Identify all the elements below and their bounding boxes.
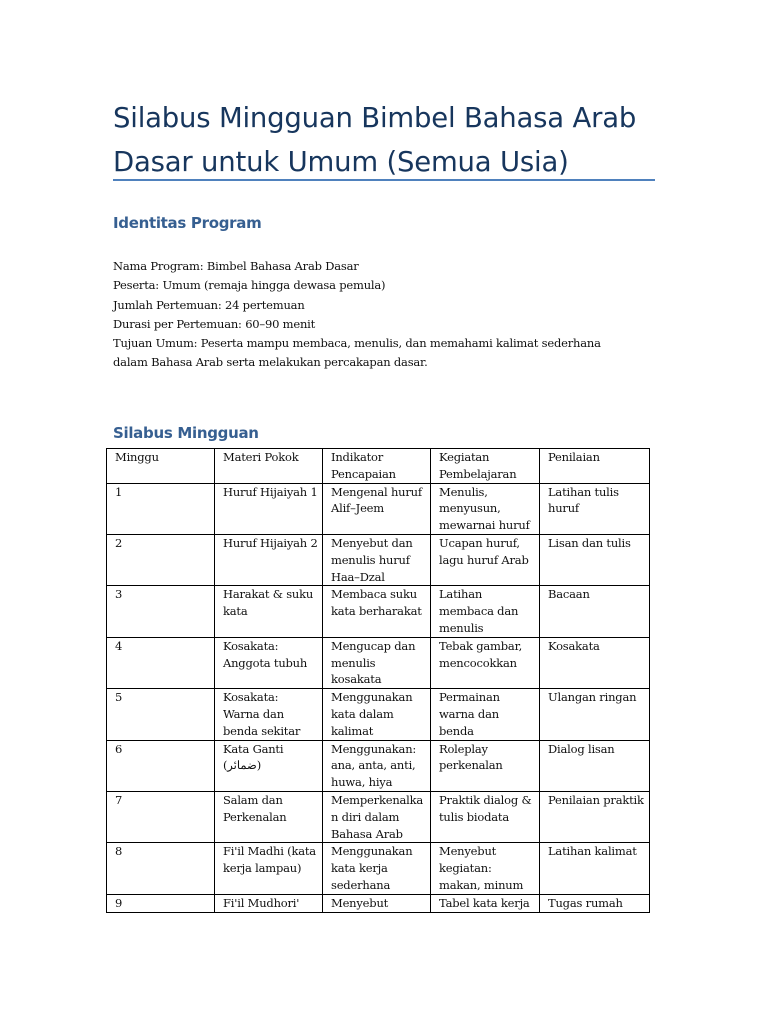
cell-penilaian: Penilaian praktik — [540, 791, 650, 842]
cell-minggu: 9 — [107, 894, 215, 912]
cell-minggu: 6 — [107, 740, 215, 791]
table-row — [107, 637, 650, 688]
info-line: dalam Bahasa Arab serta melakukan percakapan dasar. — [113, 355, 428, 370]
cell-penilaian: Lisan dan tulis — [540, 534, 650, 585]
cell-minggu: 2 — [107, 534, 215, 585]
table-row — [107, 689, 650, 740]
cell-minggu: 7 — [107, 791, 215, 842]
cell-kegiatan: Praktik dialog & tulis biodata — [431, 791, 540, 842]
cell-kegiatan: Roleplay perkenalan — [431, 740, 540, 791]
cell-indikator: Membaca suku kata berharakat — [323, 586, 431, 637]
header-minggu: Minggu — [107, 449, 215, 484]
cell-materi: Fi'il Mudhori' — [215, 894, 323, 912]
cell-minggu: 8 — [107, 843, 215, 894]
cell-materi: Huruf Hijaiyah 2 — [215, 534, 323, 585]
table-row — [107, 894, 650, 912]
cell-minggu: 5 — [107, 689, 215, 740]
cell-indikator: Menyebut dan menulis huruf Haa–Dzal — [323, 534, 431, 585]
cell-penilaian: Kosakata — [540, 637, 650, 688]
cell-materi: Kata Ganti (ضمائر) — [215, 740, 323, 791]
cell-indikator: Mengenal huruf Alif–Jeem — [323, 483, 431, 534]
table-row — [107, 843, 650, 894]
table-row — [107, 534, 650, 585]
cell-indikator: Menggunakan kata dalam kalimat — [323, 689, 431, 740]
info-line: Tujuan Umum: Peserta mampu membaca, menulis, dan memahami kalimat sederhana — [113, 336, 601, 351]
cell-kegiatan: Permainan warna dan benda — [431, 689, 540, 740]
identitas-heading: Identitas Program — [113, 214, 262, 232]
cell-indikator: Memperkenalkan diri dalam Bahasa Arab — [323, 791, 431, 842]
syllabus-table — [106, 448, 650, 913]
info-line: Durasi per Pertemuan: 60–90 menit — [113, 316, 316, 331]
cell-materi: Kosakata: Anggota tubuh — [215, 637, 323, 688]
cell-penilaian: Ulangan ringan — [540, 689, 650, 740]
document-title: Silabus Mingguan Bimbel Bahasa Arab Dasar untuk Umum (Semua Usia) — [113, 102, 637, 178]
table-row — [107, 740, 650, 791]
info-line: Peserta: Umum (remaja hingga dewasa pemula) — [113, 278, 386, 293]
cell-materi: Harakat & suku kata — [215, 586, 323, 637]
cell-penilaian: Tugas rumah — [540, 894, 650, 912]
program-info — [113, 257, 653, 373]
cell-indikator: Mengucap dan menulis kosakata — [323, 637, 431, 688]
header-materi: Materi Pokok — [215, 449, 323, 484]
cell-kegiatan: Menyebut kegiatan: makan, minum — [431, 843, 540, 894]
info-line: Jumlah Pertemuan: 24 pertemuan — [113, 297, 305, 312]
cell-penilaian: Dialog lisan — [540, 740, 650, 791]
table-header-row — [107, 449, 650, 484]
table-row — [107, 483, 650, 534]
cell-kegiatan: Ucapan huruf, lagu huruf Arab — [431, 534, 540, 585]
cell-penilaian: Latihan tulis huruf — [540, 483, 650, 534]
cell-penilaian: Latihan kalimat — [540, 843, 650, 894]
cell-minggu: 3 — [107, 586, 215, 637]
title-underline — [113, 179, 655, 181]
header-indikator: Indikator Pencapaian — [323, 449, 431, 484]
header-penilaian: Penilaian — [540, 449, 650, 484]
info-line: Nama Program: Bimbel Bahasa Arab Dasar — [113, 259, 359, 273]
cell-materi: Kosakata: Warna dan benda sekitar — [215, 689, 323, 740]
cell-materi: Huruf Hijaiyah 1 — [215, 483, 323, 534]
cell-penilaian: Bacaan — [540, 586, 650, 637]
cell-kegiatan: Tabel kata kerja — [431, 894, 540, 912]
cell-minggu: 1 — [107, 483, 215, 534]
cell-materi: Fi'il Madhi (kata kerja lampau) — [215, 843, 323, 894]
header-kegiatan: Kegiatan Pembelajaran — [431, 449, 540, 484]
cell-materi: Salam dan Perkenalan — [215, 791, 323, 842]
cell-kegiatan: Latihan membaca dan menulis — [431, 586, 540, 637]
cell-indikator: Menggunakan: ana, anta, anti, huwa, hiya — [323, 740, 431, 791]
silabus-heading: Silabus Mingguan — [113, 424, 259, 442]
table-row — [107, 791, 650, 842]
cell-kegiatan: Menulis, menyusun, mewarnai huruf — [431, 483, 540, 534]
cell-minggu: 4 — [107, 637, 215, 688]
table-row — [107, 586, 650, 637]
cell-kegiatan: Tebak gambar, mencocokkan — [431, 637, 540, 688]
cell-indikator: Menyebut — [323, 894, 431, 912]
cell-indikator: Menggunakan kata kerja sederhana — [323, 843, 431, 894]
